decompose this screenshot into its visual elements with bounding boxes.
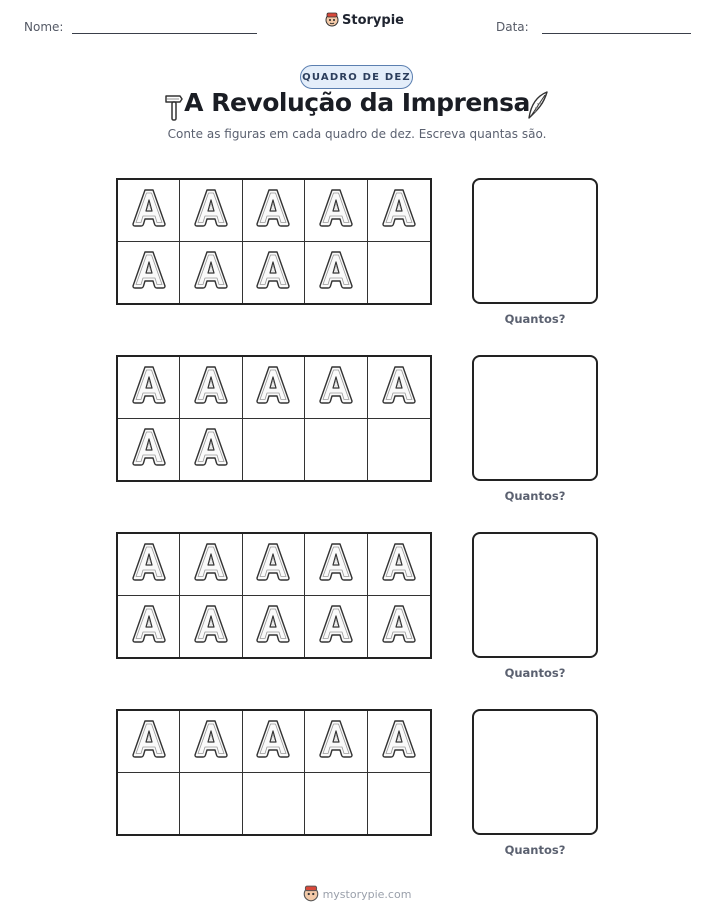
page-title: A Revolução da Imprensa [184,88,530,117]
letter-a-block-icon [192,717,230,766]
letter-a-block-icon [130,717,168,766]
ten-frame-cell [368,534,430,596]
brand-logo [325,12,404,28]
answer-label: Quantos? [504,843,566,857]
letter-a-block-icon [317,248,355,297]
letter-a-block-icon [192,540,230,589]
ten-frame-cell [118,596,180,658]
ten-frame-cell [118,711,180,773]
footer [0,885,714,903]
storypie-mascot-icon [325,12,339,28]
letter-a-block-icon [130,425,168,474]
date-line[interactable] [542,33,691,34]
ten-frame-cell [305,180,367,242]
letter-a-block-icon [254,186,292,235]
ten-frame-cell [180,242,242,304]
ten-frame-cell [180,534,242,596]
letter-a-block-icon [130,186,168,235]
letter-a-block-icon [130,363,168,412]
ten-frame-cell [368,596,430,658]
letter-a-block-icon [192,602,230,651]
ten-frame-cell [118,773,180,835]
brand-name: Storypie [342,12,404,28]
letter-a-block-icon [317,363,355,412]
answer-box[interactable] [472,355,598,481]
letter-a-block-icon [192,186,230,235]
answer-label: Quantos? [504,489,566,503]
letter-a-block-icon [317,540,355,589]
ten-frame-cell [305,357,367,419]
ten-frame-cell [368,180,430,242]
title-row [0,88,714,117]
ten-frame-cell [305,596,367,658]
footer-url: mystorypie.com [322,887,412,901]
ten-frame-cell [243,596,305,658]
worksheet-header [0,0,714,50]
ten-frame-cell [368,773,430,835]
badge-label: QUADRO DE DEZ [302,71,411,83]
answer-label: Quantos? [504,312,566,326]
ten-frame-cell [180,711,242,773]
ten-frame-cell [118,180,180,242]
ten-frame-cell [243,711,305,773]
letter-a-block-icon [380,363,418,412]
ten-frame-cell [118,242,180,304]
instructions: Conte as figuras em cada quadro de dez. Escreva quantas são. [167,127,547,141]
ten-frame [116,355,432,482]
letter-a-block-icon [130,248,168,297]
ten-frame-cell [305,419,367,481]
answer-box[interactable] [472,532,598,658]
worksheet-type-badge [300,65,413,89]
ten-frame-cell [118,534,180,596]
ten-frame-cell [243,534,305,596]
ten-frame-cell [180,419,242,481]
letter-a-block-icon [317,717,355,766]
ten-frame [116,532,432,659]
ten-frame-cell [305,242,367,304]
ten-frame-cell [368,357,430,419]
ten-frame-cell [180,596,242,658]
ten-frame-cell [243,242,305,304]
ten-frame-cell [180,180,242,242]
letter-a-block-icon [254,717,292,766]
ten-frame-cell [180,773,242,835]
letter-a-block-icon [380,540,418,589]
ten-frame [116,178,432,305]
ten-frame-cell [243,357,305,419]
ten-frame-cell [243,419,305,481]
ten-frame-cell [243,180,305,242]
date-label: Data: [496,20,529,34]
ten-frame-cell [243,773,305,835]
ten-frame-cell [368,242,430,304]
ten-frame-cell [368,419,430,481]
letter-a-block-icon [380,602,418,651]
answer-label: Quantos? [504,666,566,680]
ten-frame-cell [180,357,242,419]
letter-a-block-icon [192,363,230,412]
answer-box[interactable] [472,709,598,835]
letter-a-block-icon [254,248,292,297]
ten-frame-cell [305,711,367,773]
letter-a-block-icon [254,363,292,412]
storypie-mascot-icon [303,885,319,903]
ten-frame-cell [368,711,430,773]
ten-frame-cell [305,773,367,835]
letter-a-block-icon [130,540,168,589]
ten-frame-cell [305,534,367,596]
letter-a-block-icon [254,602,292,651]
letter-a-block-icon [254,540,292,589]
letter-a-block-icon [192,248,230,297]
letter-a-block-icon [380,717,418,766]
ten-frame-cell [118,357,180,419]
feather-quill-icon [525,90,551,122]
letter-a-block-icon [192,425,230,474]
ten-frame [116,709,432,836]
name-label: Nome: [24,20,64,34]
ten-frame-cell [118,419,180,481]
answer-box[interactable] [472,178,598,304]
letter-a-block-icon [380,186,418,235]
name-line[interactable] [72,33,257,34]
letter-a-block-icon [317,602,355,651]
letter-a-block-icon [317,186,355,235]
letter-a-block-icon [130,602,168,651]
